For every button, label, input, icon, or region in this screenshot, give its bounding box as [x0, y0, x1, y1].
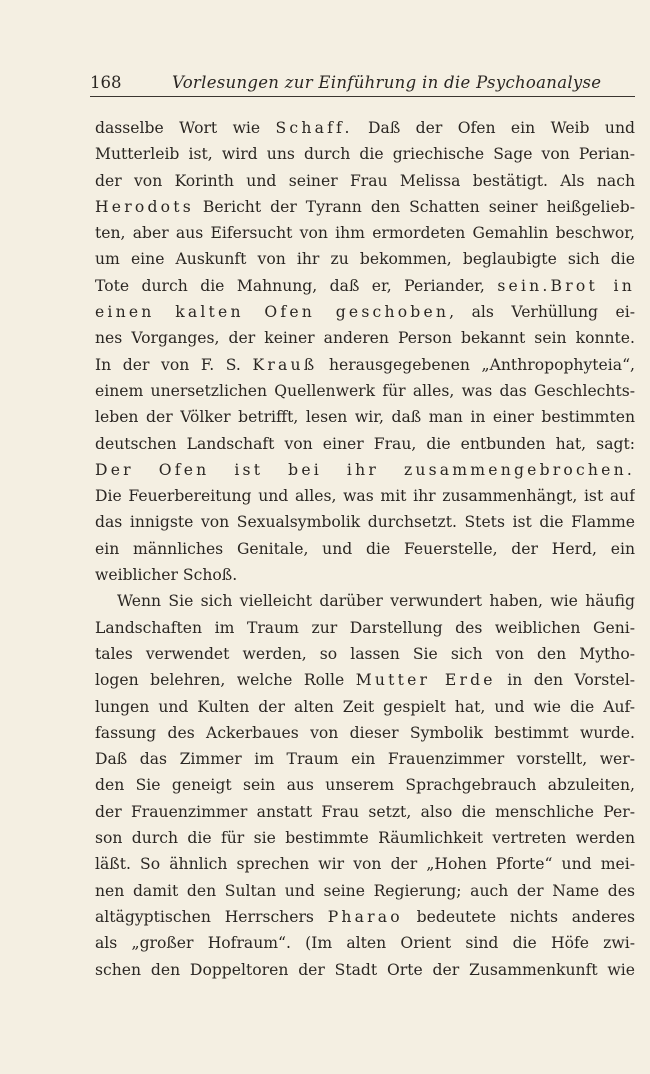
body-text: [95, 115, 635, 983]
text-line: [95, 772, 635, 798]
text-line: [95, 115, 635, 141]
text-line: [95, 851, 635, 877]
text-line: [95, 483, 635, 509]
text-line: [95, 431, 635, 457]
text-run: den Sie geneigt sein aus unserem Sprachgebrauch abzuleiten,: [95, 776, 635, 795]
text-line: [95, 404, 635, 430]
text-run: Wenn Sie sich vielleicht darüber verwundert haben, wie häufig: [117, 592, 635, 611]
text-run: tales verwendet werden, so lassen Sie sich von den Mytho-: [95, 644, 635, 663]
text-line: [95, 457, 635, 483]
spaced-emphasis: Der Ofen ist bei ihr zusammengebrochen.: [95, 460, 635, 479]
text-run: Daß der Ofen ein Weib und: [352, 119, 635, 137]
spaced-emphasis: Pharao: [327, 907, 403, 926]
text-run: nes Vorganges, der keiner anderen Person bekannt sein konnte.: [95, 329, 635, 348]
spaced-emphasis: Krauß: [252, 355, 318, 374]
text-run: weiblicher Schoß.: [95, 566, 238, 585]
text-line: [95, 299, 635, 325]
text-line: [95, 246, 635, 272]
spaced-emphasis: sein.Brot in: [497, 276, 635, 295]
text-run: Tote durch die Mahnung, daß er, Periander,: [95, 276, 498, 295]
text-run: schen den Doppeltoren der Stadt Orte der Zusammenkunft wie: [95, 960, 635, 979]
text-line: [95, 667, 635, 693]
text-run: Daß das Zimmer im Traum ein Frauenzimmer vorstellt, wer-: [95, 750, 635, 769]
text-run: In der von F. S.: [95, 355, 253, 374]
text-line: [95, 615, 635, 641]
text-line: [95, 352, 635, 378]
text-run: läßt. So ähnlich sprechen wir von der „Hohen Pforte“ und mei-: [95, 855, 635, 874]
text-line: [95, 904, 635, 930]
text-line: [95, 930, 635, 956]
text-run: Bericht der Tyrann den Schatten seiner heißgelieb-: [193, 197, 635, 216]
text-line: [95, 536, 635, 562]
text-line: [95, 799, 635, 825]
text-run: herausgegebenen „Anthropophyteia“,: [317, 355, 635, 374]
text-line: [95, 325, 635, 351]
text-line: [95, 562, 635, 588]
running-title: Vorlesungen zur Einführung in die Psychoanalyse: [172, 73, 602, 92]
text-run: dasselbe Wort wie: [95, 119, 276, 137]
text-run: lungen und Kulten der alten Zeit gespielt hat, und wie die Auf-: [95, 697, 635, 716]
text-run: der von Korinth und seiner Frau Melissa bestätigt. Als nach: [95, 171, 635, 190]
text-line: [95, 957, 635, 983]
text-run: fassung des Ackerbaues von dieser Symbolik bestimmt wurde.: [95, 723, 635, 742]
page-header: [90, 70, 635, 97]
text-run: ten, aber aus Eifersucht von ihm ermordeten Gemahlin beschwor,: [95, 224, 635, 243]
text-line: [95, 878, 635, 904]
text-run: bedeutete nichts anderes: [402, 907, 635, 926]
text-run: , als Verhüllung ei-: [449, 303, 635, 322]
text-run: das innigste von Sexualsymbolik durchsetzt. Stets ist die Flamme: [95, 513, 635, 532]
text-line: [95, 378, 635, 404]
spaced-emphasis: Mutter Erde: [355, 671, 496, 690]
text-line: [95, 588, 635, 614]
text-line: [95, 720, 635, 746]
text-line: [95, 641, 635, 667]
text-run: als „großer Hofraum“. (Im alten Orient sind die Höfe zwi-: [95, 934, 635, 953]
text-run: der Frauenzimmer anstatt Frau setzt, also die menschliche Per-: [95, 802, 635, 821]
text-line: [95, 825, 635, 851]
text-line: [95, 509, 635, 535]
text-run: Landschaften im Traum zur Darstellung des weiblichen Geni-: [95, 618, 635, 637]
text-run: nen damit den Sultan und seine Regierung; auch der Name des: [95, 881, 635, 900]
text-line: [95, 746, 635, 772]
spaced-emphasis: einen kalten Ofen geschoben: [95, 303, 450, 322]
text-line: [95, 273, 635, 299]
text-line: [95, 220, 635, 246]
text-run: Die Feuerbereitung und alles, was mit ihr zusammenhängt, ist auf: [95, 487, 635, 506]
text-run: in den Vorstel-: [495, 671, 635, 690]
text-run: son durch die für sie bestimmte Räumlichkeit vertreten werden: [95, 829, 635, 848]
text-run: ein männliches Genitale, und die Feuerstelle, der Herd, ein: [95, 539, 635, 558]
text-run: einem unersetzlichen Quellenwerk für alles, was das Geschlechts-: [95, 381, 635, 400]
text-line: [95, 694, 635, 720]
spaced-emphasis: Schaff.: [275, 119, 353, 137]
text-run: Mutterleib ist, wird uns durch die griechische Sage von Perian-: [95, 145, 635, 164]
page-number: 168: [90, 73, 122, 92]
text-run: leben der Völker betrifft, lesen wir, daß man in einer bestimmten: [95, 408, 635, 427]
text-run: deutschen Landschaft von einer Frau, die entbunden hat, sagt:: [95, 434, 635, 453]
text-line: [95, 141, 635, 167]
text-run: um eine Auskunft von ihr zu bekommen, beglaubigte sich die: [95, 250, 635, 269]
text-run: altägyptischen Herrschers: [95, 907, 328, 926]
text-line: [95, 194, 635, 220]
spaced-emphasis: Herodots: [95, 197, 194, 216]
text-line: [95, 168, 635, 194]
text-run: logen belehren, welche Rolle: [95, 671, 356, 690]
